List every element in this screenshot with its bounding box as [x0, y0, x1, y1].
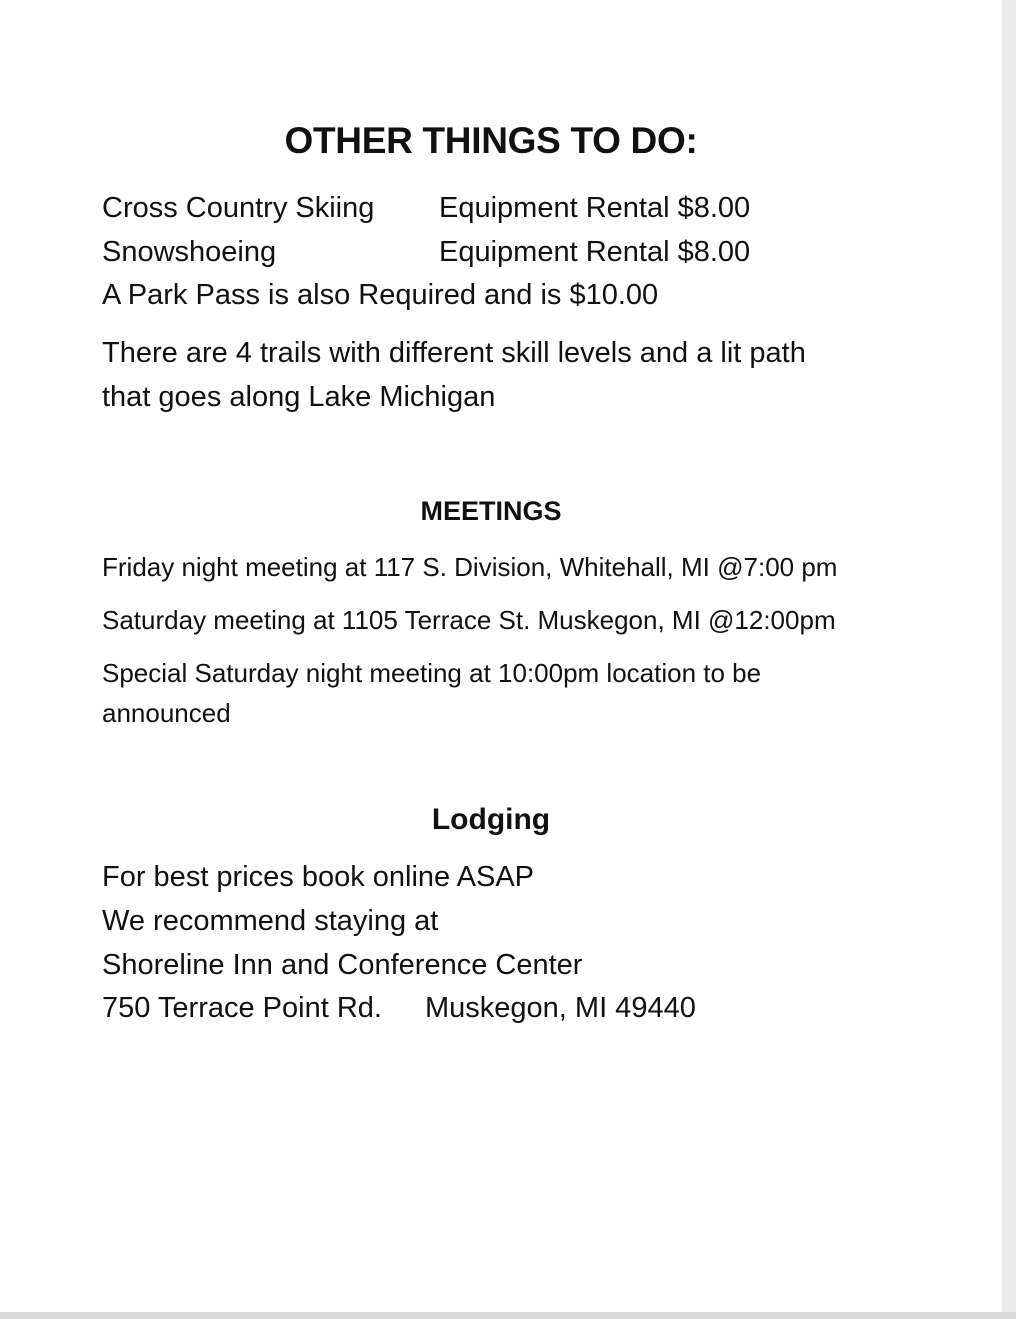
activity-rental-snowshoe: Equipment Rental $8.00: [439, 236, 751, 268]
lodging-heading: Lodging: [431, 803, 551, 836]
activity-name-snowshoe: Snowshoeing: [102, 236, 277, 268]
page-bottom-edge: [0, 1312, 1016, 1319]
page-right-edge: [1002, 0, 1016, 1319]
meeting-special-line2: announced: [102, 698, 231, 728]
meeting-saturday: Saturday meeting at 1105 Terrace St. Muskegon, MI @12:00pm: [102, 605, 836, 635]
meeting-friday: Friday night meeting at 117 S. Division, Whitehall, MI @7:00 pm: [102, 552, 838, 582]
meeting-special-line1: Special Saturday night meeting at 10:00pm location to be: [102, 658, 762, 688]
meetings-heading: MEETINGS: [420, 496, 562, 526]
lodging-line2: We recommend staying at: [102, 905, 439, 937]
lodging-line1: For best prices book online ASAP: [102, 861, 535, 893]
lodging-hotel-name: Shoreline Inn and Conference Center: [102, 949, 583, 981]
other-things-heading: OTHER THINGS TO DO:: [284, 120, 698, 161]
activity-name-ski: Cross Country Skiing: [102, 192, 375, 224]
activity-rental-ski: Equipment Rental $8.00: [439, 192, 751, 224]
trails-text-line1: There are 4 trails with different skill levels and a lit path: [102, 337, 806, 369]
trails-text-line2: that goes along Lake Michigan: [102, 381, 496, 413]
lodging-street: 750 Terrace Point Rd.: [102, 992, 382, 1024]
lodging-city: Muskegon, MI 49440: [425, 992, 696, 1024]
park-pass-text: A Park Pass is also Required and is $10.00: [102, 279, 659, 311]
